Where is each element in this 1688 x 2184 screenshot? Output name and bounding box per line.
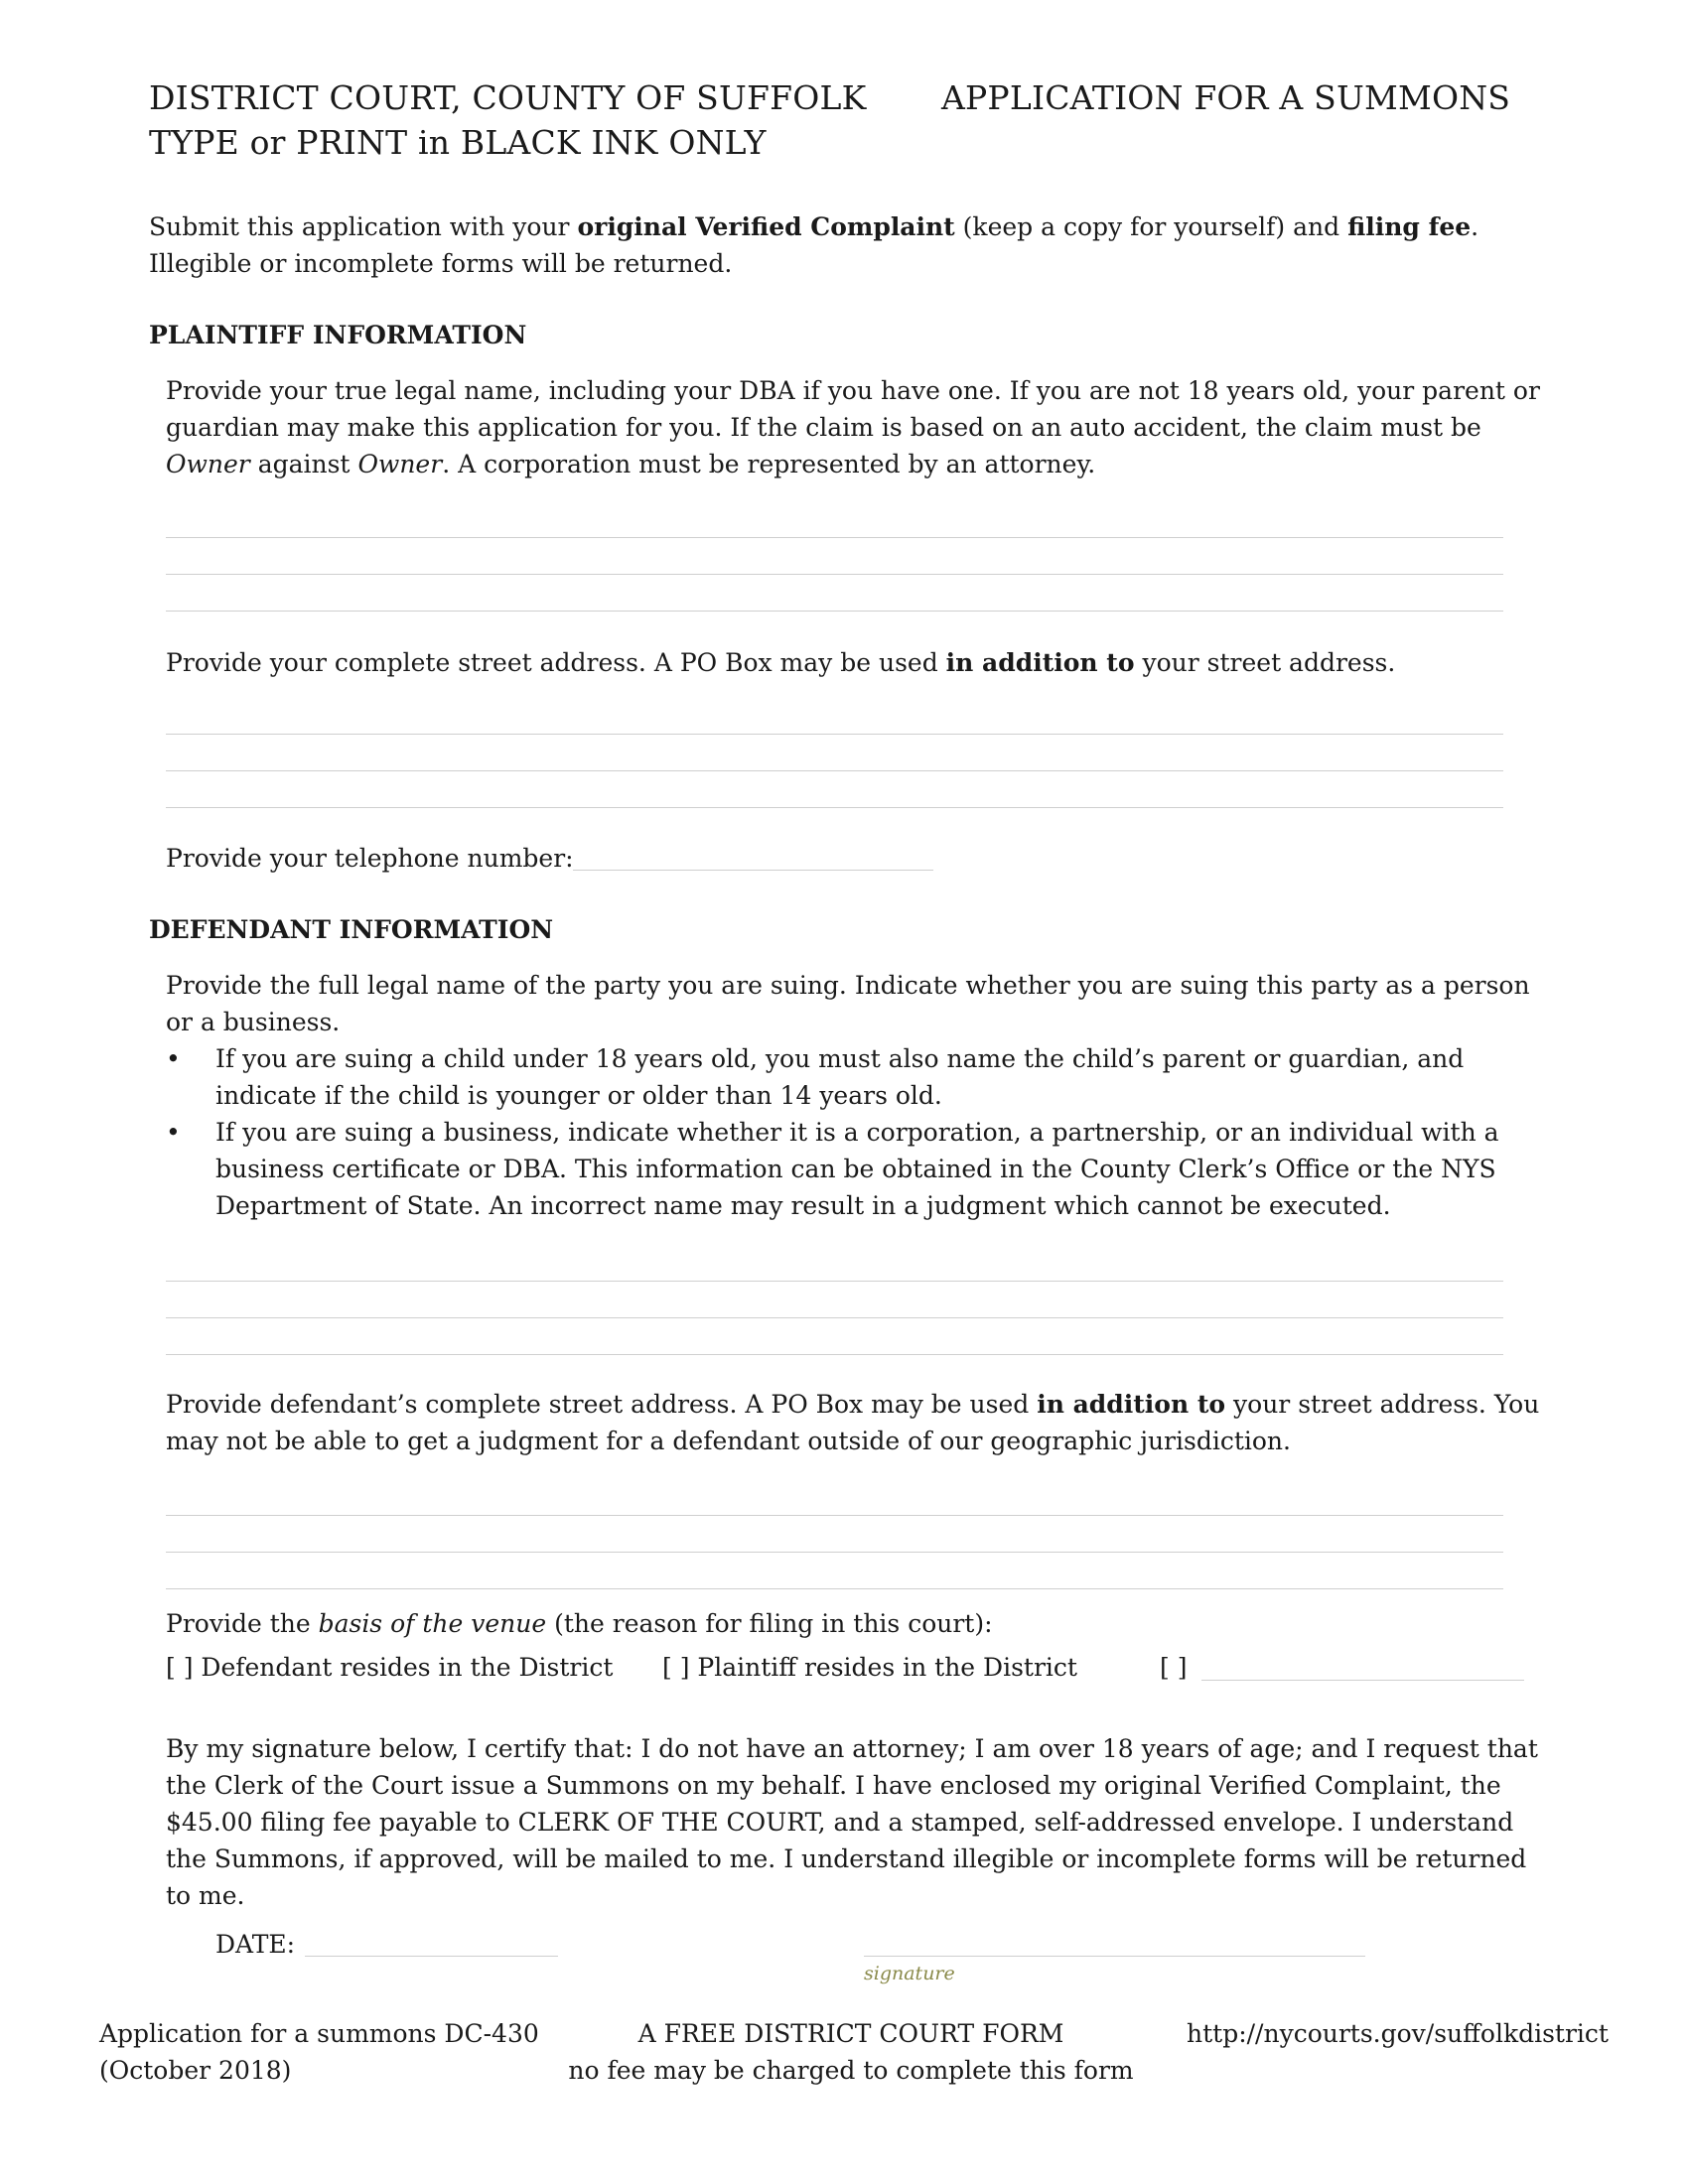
date-field[interactable]	[305, 1956, 558, 1957]
ink-instruction: TYPE or PRINT in BLACK INK ONLY	[149, 123, 767, 162]
intro-bold-complaint: original Verified Complaint	[577, 212, 955, 241]
defendant-name-line-1[interactable]	[166, 1281, 1503, 1282]
intro-bold-fee: filing fee	[1347, 212, 1472, 241]
footer-free-form	[553, 2015, 1149, 2089]
bullet-child-text: If you are suing a child under 18 years old, you must also name the child’s parent or guardian, and indicate if the child is younger or older than 14 years old.	[215, 1044, 1465, 1110]
plaintiff-address-line-3[interactable]	[166, 807, 1503, 808]
footer-form-id	[99, 2015, 539, 2089]
bullet-business	[166, 1114, 1541, 1224]
form-id: Application for a summons DC-430	[99, 2019, 539, 2048]
plaintiff-address-text: Provide your complete street address. A PO Box may be used	[166, 648, 946, 677]
bullet-business-text: If you are suing a business, indicate whether it is a corporation, a partnership, or an individual with a business certificate or DBA. This information can be obtained in the County Clerk’s Office or the NYS Department of State. An incorrect name may result in a judgment which cannot be executed.	[215, 1118, 1499, 1220]
free-form-title: A FREE DISTRICT COURT FORM	[637, 2019, 1064, 2048]
plaintiff-name-line-1[interactable]	[166, 537, 1503, 538]
defendant-heading: DEFENDANT INFORMATION	[149, 915, 554, 944]
date-label: DATE:	[215, 1930, 296, 1959]
plaintiff-name-text: against	[249, 450, 358, 478]
form-date: (October 2018)	[99, 2056, 292, 2085]
defendant-address-line-3[interactable]	[166, 1588, 1503, 1589]
in-addition-bold: in addition to	[1037, 1390, 1226, 1419]
plaintiff-name-instructions	[166, 372, 1541, 482]
bullet-dot: •	[166, 1044, 181, 1073]
venue-option-other[interactable]: [ ]	[1160, 1653, 1188, 1682]
venue-option-plaintiff[interactable]: [ ] Plaintiff resides in the District	[662, 1653, 1077, 1682]
telephone-field[interactable]	[573, 870, 933, 871]
plaintiff-address-line-2[interactable]	[166, 770, 1503, 771]
owner-italic: Owner	[166, 450, 250, 478]
owner-italic: Owner	[357, 450, 443, 478]
defendant-name-line-2[interactable]	[166, 1317, 1503, 1318]
defendant-address-instructions	[166, 1386, 1541, 1459]
defendant-address-text: Provide defendant’s complete street address. A PO Box may be used	[166, 1390, 1038, 1419]
venue-instructions	[166, 1605, 993, 1642]
venue-other-field[interactable]	[1201, 1680, 1524, 1681]
defendant-name-line-3[interactable]	[166, 1354, 1503, 1355]
defendant-name-text: Provide the full legal name of the party you are suing. Indicate whether you are suing this party as a person or a business.	[166, 971, 1530, 1036]
venue-text: Provide the	[166, 1609, 319, 1638]
venue-italic: basis of the venue	[318, 1609, 547, 1638]
plaintiff-name-line-2[interactable]	[166, 574, 1503, 575]
plaintiff-address-text: your street address.	[1134, 648, 1396, 677]
free-form-note: no fee may be charged to complete this form	[568, 2056, 1134, 2085]
intro-text	[149, 208, 1544, 282]
defendant-address-text: your street address. You may not be able to get a judgment for a defendant outside of our geographic jurisdiction.	[166, 1390, 1540, 1455]
bullet-dot: •	[166, 1118, 181, 1147]
intro-part: . Illegible or incomplete forms will be returned.	[149, 212, 1479, 278]
venue-option-defendant[interactable]: [ ] Defendant resides in the District	[166, 1653, 614, 1682]
plaintiff-name-text: . A corporation must be represented by an attorney.	[442, 450, 1096, 478]
signature-caption: signature	[864, 1963, 955, 1984]
footer-url[interactable]: http://nycourts.gov/suffolkdistrict	[1187, 2019, 1609, 2048]
bullet-child	[166, 1040, 1541, 1114]
intro-part: (keep a copy for yourself) and	[954, 212, 1348, 241]
court-name: DISTRICT COURT, COUNTY OF SUFFOLK	[149, 78, 867, 117]
telephone-label: Provide your telephone number:	[166, 844, 574, 873]
defendant-address-line-2[interactable]	[166, 1552, 1503, 1553]
plaintiff-name-line-3[interactable]	[166, 611, 1503, 612]
plaintiff-heading: PLAINTIFF INFORMATION	[149, 321, 527, 349]
plaintiff-name-text: Provide your true legal name, including your DBA if you have one. If you are not 18 years old, your parent or guardian may make this application for you. If the claim is based on an auto accident, the claim must be	[166, 376, 1540, 442]
venue-text: (the reason for filing in this court):	[546, 1609, 993, 1638]
certification-text: By my signature below, I certify that: I do not have an attorney; I am over 18 years of age; and I request that the Clerk of the Court issue a Summons on my behalf. I have enclosed my original Verified Complaint, the $45.00 filing fee payable to CLERK OF THE COURT, and a stamped, self-addressed envelope. I understand the Summons, if approved, will be mailed to me. I understand illegible or incomplete forms will be returned to me.	[166, 1734, 1538, 1910]
defendant-name-instructions	[166, 967, 1541, 1224]
signature-field[interactable]	[864, 1956, 1365, 1957]
plaintiff-address-line-1[interactable]	[166, 734, 1503, 735]
in-addition-bold: in addition to	[945, 648, 1135, 677]
defendant-address-line-1[interactable]	[166, 1515, 1503, 1516]
form-title: APPLICATION FOR A SUMMONS	[941, 78, 1511, 117]
intro-part: Submit this application with your	[149, 212, 578, 241]
plaintiff-address-instructions	[166, 644, 1541, 681]
